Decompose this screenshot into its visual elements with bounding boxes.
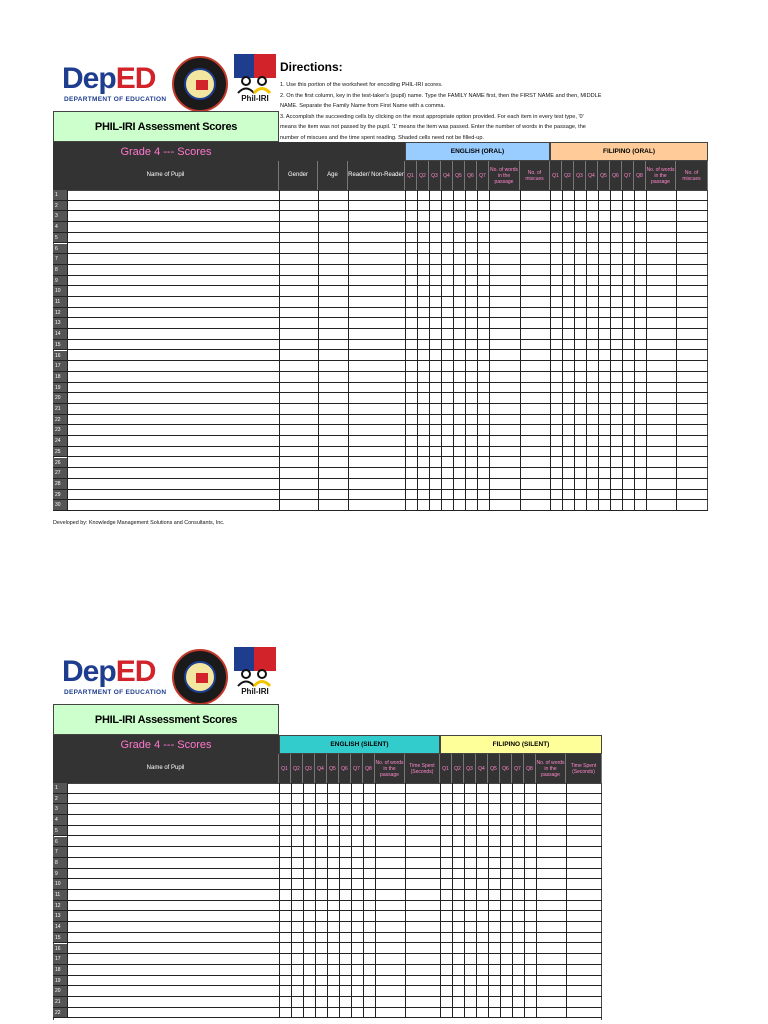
row-number: 15 (53, 340, 67, 350)
col-header-question: Q4 (476, 754, 488, 783)
column-divider (598, 190, 599, 511)
column-divider (452, 783, 453, 1018)
phil-iri-label: Phil-IRI (241, 94, 269, 103)
column-divider (363, 783, 364, 1018)
col-header-question: Q2 (452, 754, 464, 783)
directions-text (280, 80, 700, 143)
col-header-words: No. of words in the passage (646, 161, 676, 190)
deped-logo-text-b: ED (115, 655, 156, 688)
col-header-question: Q1 (279, 754, 291, 783)
row-number: 10 (53, 879, 67, 889)
row-number: 12 (53, 308, 67, 318)
row-number: 2 (53, 794, 67, 804)
row-number: 5 (53, 826, 67, 836)
col-header-time: Time Spent (Seconds) (405, 754, 440, 783)
column-divider (465, 190, 466, 511)
row-number: 17 (53, 361, 67, 371)
row-number: 30 (53, 500, 67, 510)
column-divider (566, 783, 567, 1018)
bee-seal-icon (172, 56, 228, 112)
column-divider (429, 190, 430, 511)
row-number: 21 (53, 997, 67, 1007)
directions-line: means the item was not passed by the pupil. '1' means the item was passed. Enter the number of words in the passage, the (280, 124, 586, 130)
col-header-miscues: No. of miscues (520, 161, 550, 190)
row-number: 21 (53, 404, 67, 414)
row-number: 7 (53, 847, 67, 857)
row-number: 10 (53, 286, 67, 296)
column-divider (440, 783, 441, 1018)
column-divider (453, 190, 454, 511)
deped-logo-text-b: ED (115, 62, 156, 95)
column-divider (520, 190, 521, 511)
deped-logo (62, 655, 172, 707)
column-divider (477, 190, 478, 511)
row-number: 8 (53, 265, 67, 275)
deped-logo (62, 62, 172, 114)
row-number: 22 (53, 1008, 67, 1018)
phil-iri-logo (234, 647, 276, 699)
directions-line: 3. Accomplish the succeeding cells by clicking on the most appropriate option provided. For each item in every test type, '0' (280, 113, 584, 120)
column-divider (476, 783, 477, 1018)
col-header-question: Q2 (291, 754, 303, 783)
col-header-question: Q4 (315, 754, 327, 783)
col-header-question: Q8 (634, 161, 646, 190)
row-number: 19 (53, 976, 67, 986)
col-header-time: Time Spent (Seconds) (566, 754, 602, 783)
column-divider (550, 190, 551, 511)
col-header-question: Q8 (363, 754, 375, 783)
row-number: 16 (53, 944, 67, 954)
column-divider (351, 783, 352, 1018)
row-number: 11 (53, 890, 67, 900)
col-header-question: Q1 (405, 161, 417, 190)
sheet1-filipino-group: FILIPINO (ORAL) (550, 142, 708, 161)
row-number: 17 (53, 954, 67, 964)
row-number: 13 (53, 911, 67, 921)
deped-logo-text-a: Dep (62, 655, 116, 688)
row-number: 20 (53, 986, 67, 996)
column-divider (405, 190, 406, 511)
col-header-question: Q1 (440, 754, 452, 783)
column-divider (315, 783, 316, 1018)
row-number: 19 (53, 383, 67, 393)
phil-iri-logo (234, 54, 276, 106)
row-number: 1 (53, 783, 67, 793)
row-number: 4 (53, 815, 67, 825)
column-divider (441, 190, 442, 511)
row-number: 6 (53, 837, 67, 847)
col-header-words: No. of words in the passage (375, 754, 405, 783)
row-number: 8 (53, 858, 67, 868)
row-number: 29 (53, 490, 67, 500)
col-header-question: Q7 (477, 161, 489, 190)
column-divider (318, 190, 319, 511)
col-header-reader: Reader/ Non-Reader (348, 161, 405, 190)
col-header-question: Q3 (464, 754, 476, 783)
column-divider (562, 190, 563, 511)
col-header-question: Q5 (488, 754, 500, 783)
column-divider (646, 190, 647, 511)
row-number: 28 (53, 479, 67, 489)
col-header-question: Q4 (441, 161, 453, 190)
footer-credit: Developed by: Knowledge Management Solutions and Consultants, Inc. (53, 520, 225, 526)
col-header-name: Name of Pupil (53, 754, 279, 783)
col-header-question: Q4 (586, 161, 598, 190)
column-divider (348, 190, 349, 511)
row-number: 9 (53, 276, 67, 286)
column-divider (339, 783, 340, 1018)
row-number: 12 (53, 901, 67, 911)
column-divider (405, 783, 406, 1018)
col-header-question: Q7 (351, 754, 363, 783)
col-header-question: Q6 (500, 754, 512, 783)
column-divider (67, 190, 68, 511)
col-header-question: Q3 (574, 161, 586, 190)
column-divider (524, 783, 525, 1018)
column-divider (303, 783, 304, 1018)
column-divider (489, 190, 490, 511)
row-number: 22 (53, 415, 67, 425)
col-header-question: Q7 (622, 161, 634, 190)
column-divider (634, 190, 635, 511)
sheet1-title: PHIL-IRI Assessment Scores (53, 111, 279, 142)
col-header-question: Q5 (598, 161, 610, 190)
col-header-words: No. of words in the passage (536, 754, 566, 783)
row-number: 4 (53, 222, 67, 232)
column-divider (610, 190, 611, 511)
column-divider (488, 783, 489, 1018)
row-number: 3 (53, 804, 67, 814)
row-number: 15 (53, 933, 67, 943)
row-number: 9 (53, 869, 67, 879)
bee-seal-icon (172, 649, 228, 705)
column-divider (327, 783, 328, 1018)
col-header-question: Q1 (550, 161, 562, 190)
directions-title: Directions: (280, 60, 343, 74)
col-header-question: Q2 (562, 161, 574, 190)
row-number: 5 (53, 233, 67, 243)
col-header-age: Age (318, 161, 348, 190)
col-header-question: Q5 (327, 754, 339, 783)
row-number: 23 (53, 425, 67, 435)
col-header-question: Q8 (524, 754, 536, 783)
directions-line: number of miscues and the time spent reading. Shaded cells need not be filled-up. (280, 134, 484, 141)
row-number: 26 (53, 458, 67, 468)
row-number: 18 (53, 372, 67, 382)
column-divider (536, 783, 537, 1018)
column-divider (622, 190, 623, 511)
column-divider (291, 783, 292, 1018)
column-divider (586, 190, 587, 511)
row-number: 20 (53, 393, 67, 403)
row-number: 27 (53, 468, 67, 478)
sheet1-english-group: ENGLISH (ORAL) (405, 142, 550, 161)
column-divider (676, 190, 677, 511)
directions-line: NAME. Separate the Family Name from First Name with a comma. (280, 103, 446, 109)
sheet2-grade-header: Grade 4 --- Scores (53, 735, 279, 754)
column-divider (512, 783, 513, 1018)
deped-logo-text-a: Dep (62, 62, 116, 95)
col-header-question: Q7 (512, 754, 524, 783)
col-header-gender: Gender (279, 161, 318, 190)
column-divider (417, 190, 418, 511)
column-divider (67, 783, 68, 1018)
row-number: 25 (53, 447, 67, 457)
row-number: 1 (53, 190, 67, 200)
col-header-question: Q5 (453, 161, 465, 190)
sheet2-english-group: ENGLISH (SILENT) (279, 735, 440, 754)
column-divider (279, 190, 280, 511)
col-header-question: Q3 (429, 161, 441, 190)
row-number: 2 (53, 201, 67, 211)
row-number: 14 (53, 329, 67, 339)
row-number: 24 (53, 436, 67, 446)
directions-line: 1. Use this portion of the worksheet for encoding PHIL-IRI scores. (280, 82, 443, 88)
column-divider (375, 783, 376, 1018)
column-divider (500, 783, 501, 1018)
row-number: 3 (53, 211, 67, 221)
row-number: 11 (53, 297, 67, 307)
deped-subtitle: DEPARTMENT OF EDUCATION (64, 689, 167, 696)
col-header-miscues: No. of miscues (676, 161, 708, 190)
row-number: 6 (53, 244, 67, 254)
column-divider (464, 783, 465, 1018)
row-number: 7 (53, 254, 67, 264)
column-divider (574, 190, 575, 511)
column-divider (279, 783, 280, 1018)
row-number: 13 (53, 318, 67, 328)
sheet2-filipino-group: FILIPINO (SILENT) (440, 735, 602, 754)
deped-subtitle: DEPARTMENT OF EDUCATION (64, 96, 167, 103)
sheet1-grade-header: Grade 4 --- Scores (53, 142, 279, 161)
col-header-words: No. of words in the passage (489, 161, 520, 190)
sheet2-title: PHIL-IRI Assessment Scores (53, 704, 279, 735)
directions-line: 2. On the first column, key in the test-taker's (pupil) name. Type the FAMILY NAME first, then the FIRST NAME and then, MIDDLE (280, 92, 602, 99)
col-header-question: Q6 (610, 161, 622, 190)
phil-iri-label: Phil-IRI (241, 687, 269, 696)
col-header-question: Q6 (339, 754, 351, 783)
col-header-question: Q3 (303, 754, 315, 783)
row-number: 16 (53, 351, 67, 361)
row-number: 14 (53, 922, 67, 932)
col-header-question: Q2 (417, 161, 429, 190)
col-header-question: Q6 (465, 161, 477, 190)
col-header-name: Name of Pupil (53, 161, 279, 190)
row-number: 18 (53, 965, 67, 975)
